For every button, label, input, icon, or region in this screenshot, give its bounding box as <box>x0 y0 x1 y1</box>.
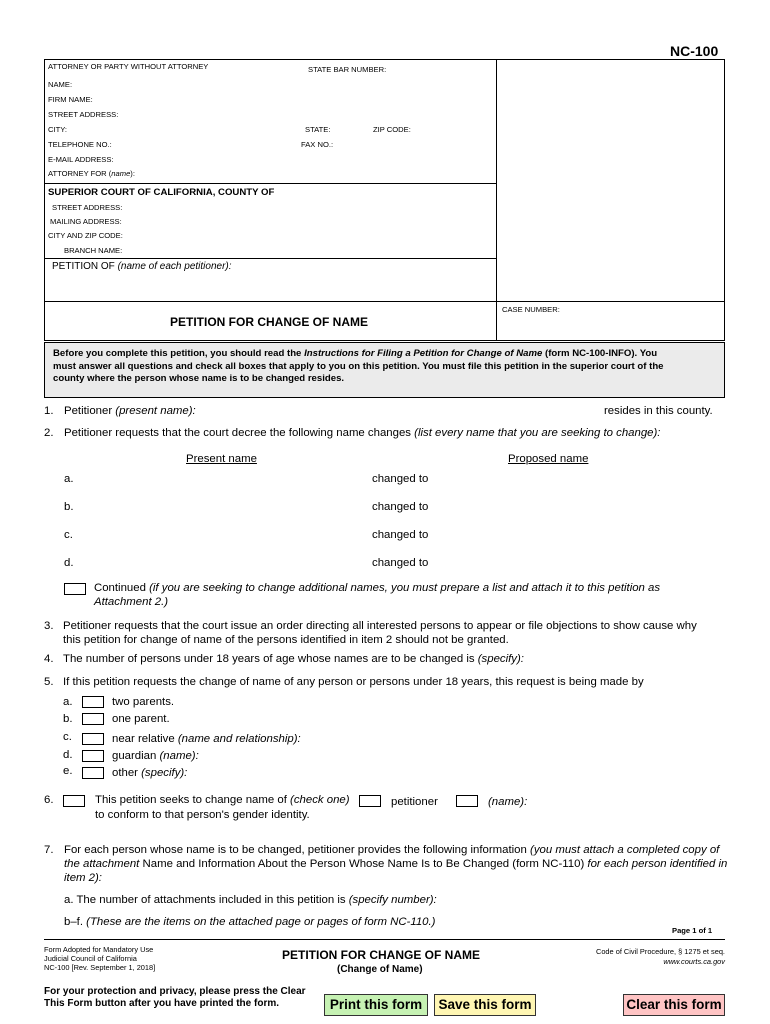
item-7a-hint: (specify number): <box>348 894 437 906</box>
row-b-changed: changed to <box>372 501 429 513</box>
caption-box <box>44 59 725 341</box>
item-5e-label: other <box>112 767 142 779</box>
item-5d-label: guardian <box>112 750 160 762</box>
continued-line-2: Attachment 2.) <box>94 596 169 608</box>
attorney-for-label <box>48 169 135 178</box>
item-7-l2a: the attachment <box>64 858 140 870</box>
privacy-line-1: For your protection and privacy, please press the Clear <box>44 986 306 997</box>
item-7bf-hint: (These are the items on the attached page or pages of form NC-110.) <box>86 916 436 928</box>
item-5e-hint: (specify): <box>141 767 188 779</box>
footer-adopted-line-3: NC-100 [Rev. September 1, 2018] <box>44 963 156 973</box>
continued-hint: (if you are seeking to change additional names, you must prepare a list and attach it to this petition as <box>149 582 661 594</box>
state-bar-label: STATE BAR NUMBER: <box>308 65 387 74</box>
row-c-changed: changed to <box>372 529 429 541</box>
page-number: Page 1 of 1 <box>672 926 713 935</box>
row-c-letter: c. <box>64 529 73 541</box>
instructions-text <box>53 348 664 386</box>
item-4-text <box>63 652 524 666</box>
item-5b-text: one parent. <box>112 713 170 725</box>
item-4-hint: (specify): <box>477 653 524 665</box>
petition-of-text: PETITION OF <box>52 261 118 272</box>
item-2-hint: (list every name that you are seeking to change): <box>414 427 661 439</box>
proposed-name-header: Proposed name <box>508 453 589 465</box>
item-2-number: 2. <box>44 427 54 439</box>
item-6-petitioner-checkbox[interactable] <box>359 795 381 807</box>
item-5a-letter: a. <box>63 696 73 708</box>
instructions-l1a: Before you complete this petition, you should read the <box>53 348 305 359</box>
item-1-label: Petitioner <box>64 405 116 417</box>
continued-line-1 <box>94 581 660 595</box>
item-5e-letter: e. <box>63 765 73 777</box>
item-4-label: The number of persons under 18 years of age whose names are to be changed is <box>63 653 478 665</box>
item-7-line-1 <box>64 843 727 857</box>
item-5c-label: near relative <box>112 733 178 745</box>
footer-code-line-1: Code of Civil Procedure, § 1275 et seq. <box>595 947 725 956</box>
present-name-header: Present name <box>186 453 257 465</box>
instructions-line-3: county where the person whose name is to be changed resides. <box>53 373 345 384</box>
item-5c-checkbox[interactable] <box>82 733 104 745</box>
fax-label: FAX NO.: <box>301 140 334 149</box>
attorney-for-hint: name <box>111 169 131 178</box>
city-label: CITY: <box>48 125 67 134</box>
footer-website: www.courts.ca.gov <box>663 956 725 966</box>
footer-title: PETITION FOR CHANGE OF NAME <box>282 948 480 962</box>
court-branch-label: BRANCH NAME: <box>64 246 123 255</box>
footer-adopted-line-2: Judicial Council of California <box>44 954 137 964</box>
instructions-line-2: must answer all questions and check all boxes that apply to you on this petition. You must file this petition in the superior court of the <box>53 360 664 372</box>
item-7-l2b: Name and Information About the Person Whose Name Is to Be Changed (form NC-110) <box>139 858 588 870</box>
court-divider <box>44 183 496 184</box>
item-7-text <box>64 843 727 885</box>
item-6-text <box>95 793 350 807</box>
form-number: NC-100 <box>670 43 719 59</box>
caption-form-title: PETITION FOR CHANGE OF NAME <box>170 315 368 329</box>
item-2-label: Petitioner requests that the court decree the following name changes <box>64 427 415 439</box>
item-5e-text <box>112 766 187 780</box>
item-5d-hint: (name): <box>159 750 199 762</box>
row-a-changed: changed to <box>372 473 429 485</box>
print-form-button[interactable]: Print this form <box>324 994 428 1016</box>
item-7-l2c: for each person identified in <box>587 858 728 870</box>
continued-checkbox[interactable] <box>64 583 86 595</box>
item-5d-checkbox[interactable] <box>82 750 104 762</box>
item-1-text <box>64 404 196 418</box>
row-a-letter: a. <box>64 473 74 485</box>
item-7a-text <box>64 893 437 907</box>
item-7bf-text <box>64 915 435 929</box>
item-1-number: 1. <box>44 405 54 417</box>
street-label: STREET ADDRESS: <box>48 110 119 119</box>
attorney-for-close: ): <box>130 169 135 178</box>
item-6-hint: (check one) <box>290 794 350 806</box>
item-6-line-2: to conform to that person's gender identity. <box>95 809 310 821</box>
item-5-number: 5. <box>44 676 54 688</box>
clear-form-button[interactable]: Clear this form <box>623 994 725 1016</box>
petition-of-hint: (name of each petitioner): <box>117 261 232 272</box>
footer-rule <box>44 939 725 940</box>
case-number-label: CASE NUMBER: <box>502 305 560 314</box>
court-street-label: STREET ADDRESS: <box>52 203 123 212</box>
attorney-for-text: ATTORNEY FOR ( <box>48 169 112 178</box>
footer-adopted <box>44 945 155 973</box>
item-7-line-2 <box>64 857 727 871</box>
item-6-label: This petition seeks to change name of <box>95 794 291 806</box>
firm-label: FIRM NAME: <box>48 95 93 104</box>
petition-of-divider <box>44 258 496 259</box>
title-divider <box>44 301 725 302</box>
court-mailing-label: MAILING ADDRESS: <box>50 217 122 226</box>
item-1-tail: resides in this county. <box>604 405 713 417</box>
item-5a-text: two parents. <box>112 696 175 708</box>
court-city-label: CITY AND ZIP CODE: <box>48 231 123 240</box>
item-7-l1a: For each person whose name is to be changed, petitioner provides the following information <box>64 844 531 856</box>
caption-divider <box>496 59 497 341</box>
item-3-text <box>63 619 697 647</box>
instructions-l1b: Instructions for Filing a Petition for Change of Name <box>304 348 543 359</box>
row-d-letter: d. <box>64 557 74 569</box>
row-b-letter: b. <box>64 501 74 513</box>
item-5b-checkbox[interactable] <box>82 713 104 725</box>
footer-code <box>540 947 725 966</box>
footer-adopted-line-1: Form Adopted for Mandatory Use <box>44 945 154 954</box>
name-label: NAME: <box>48 80 73 89</box>
attorney-label: ATTORNEY OR PARTY WITHOUT ATTORNEY <box>48 62 209 71</box>
item-3-line-2: this petition for change of name of the persons identified in item 2 should not be granted. <box>63 634 509 646</box>
item-4-number: 4. <box>44 653 54 665</box>
item-6-name: (name): <box>488 796 528 808</box>
item-5b-letter: b. <box>63 713 73 725</box>
item-7a-label: a. The number of attachments included in this petition is <box>64 894 349 906</box>
item-5d-text <box>112 749 199 763</box>
state-label: STATE: <box>305 125 331 134</box>
email-label: E-MAIL ADDRESS: <box>48 155 114 164</box>
item-6-name-checkbox[interactable] <box>456 795 478 807</box>
continued-text <box>94 581 660 609</box>
instructions-line-1 <box>53 348 664 361</box>
continued-label: Continued <box>94 582 150 594</box>
petition-of-label <box>52 261 232 272</box>
zip-label: ZIP CODE: <box>373 125 411 134</box>
item-3-line-1: Petitioner requests that the court issue an order directing all interested persons to appear or file objections to show cause why <box>63 620 697 632</box>
item-5e-checkbox[interactable] <box>82 767 104 779</box>
row-d-changed: changed to <box>372 557 429 569</box>
item-6-number: 6. <box>44 794 54 806</box>
footer-subtitle: (Change of Name) <box>337 964 423 975</box>
item-5-text: If this petition requests the change of name of any person or persons under 18 years, this request is being made by <box>63 676 644 688</box>
save-form-button[interactable]: Save this form <box>434 994 536 1016</box>
item-7-line-3: item 2): <box>64 872 102 884</box>
item-6-petitioner: petitioner <box>391 796 438 808</box>
item-5c-hint: (name and relationship): <box>177 733 301 745</box>
court-title: SUPERIOR COURT OF CALIFORNIA, COUNTY OF <box>48 187 275 198</box>
item-3-number: 3. <box>44 620 54 632</box>
item-5c-text <box>112 732 301 746</box>
item-5c-letter: c. <box>63 731 72 743</box>
item-6-checkbox[interactable] <box>63 795 85 807</box>
item-7-l1b: (you must attach a completed copy of <box>530 844 720 856</box>
phone-label: TELEPHONE NO.: <box>48 140 112 149</box>
instructions-l1c: (form NC-100-INFO). You <box>542 348 658 359</box>
privacy-note <box>44 986 306 1010</box>
item-7-number: 7. <box>44 844 54 856</box>
item-5d-letter: d. <box>63 749 73 761</box>
item-7bf-label: b–f. <box>64 916 87 928</box>
item-5a-checkbox[interactable] <box>82 696 104 708</box>
privacy-line-2: This Form button after you have printed the form. <box>44 998 280 1009</box>
item-2-text <box>64 426 660 440</box>
item-1-hint: (present name): <box>115 405 196 417</box>
